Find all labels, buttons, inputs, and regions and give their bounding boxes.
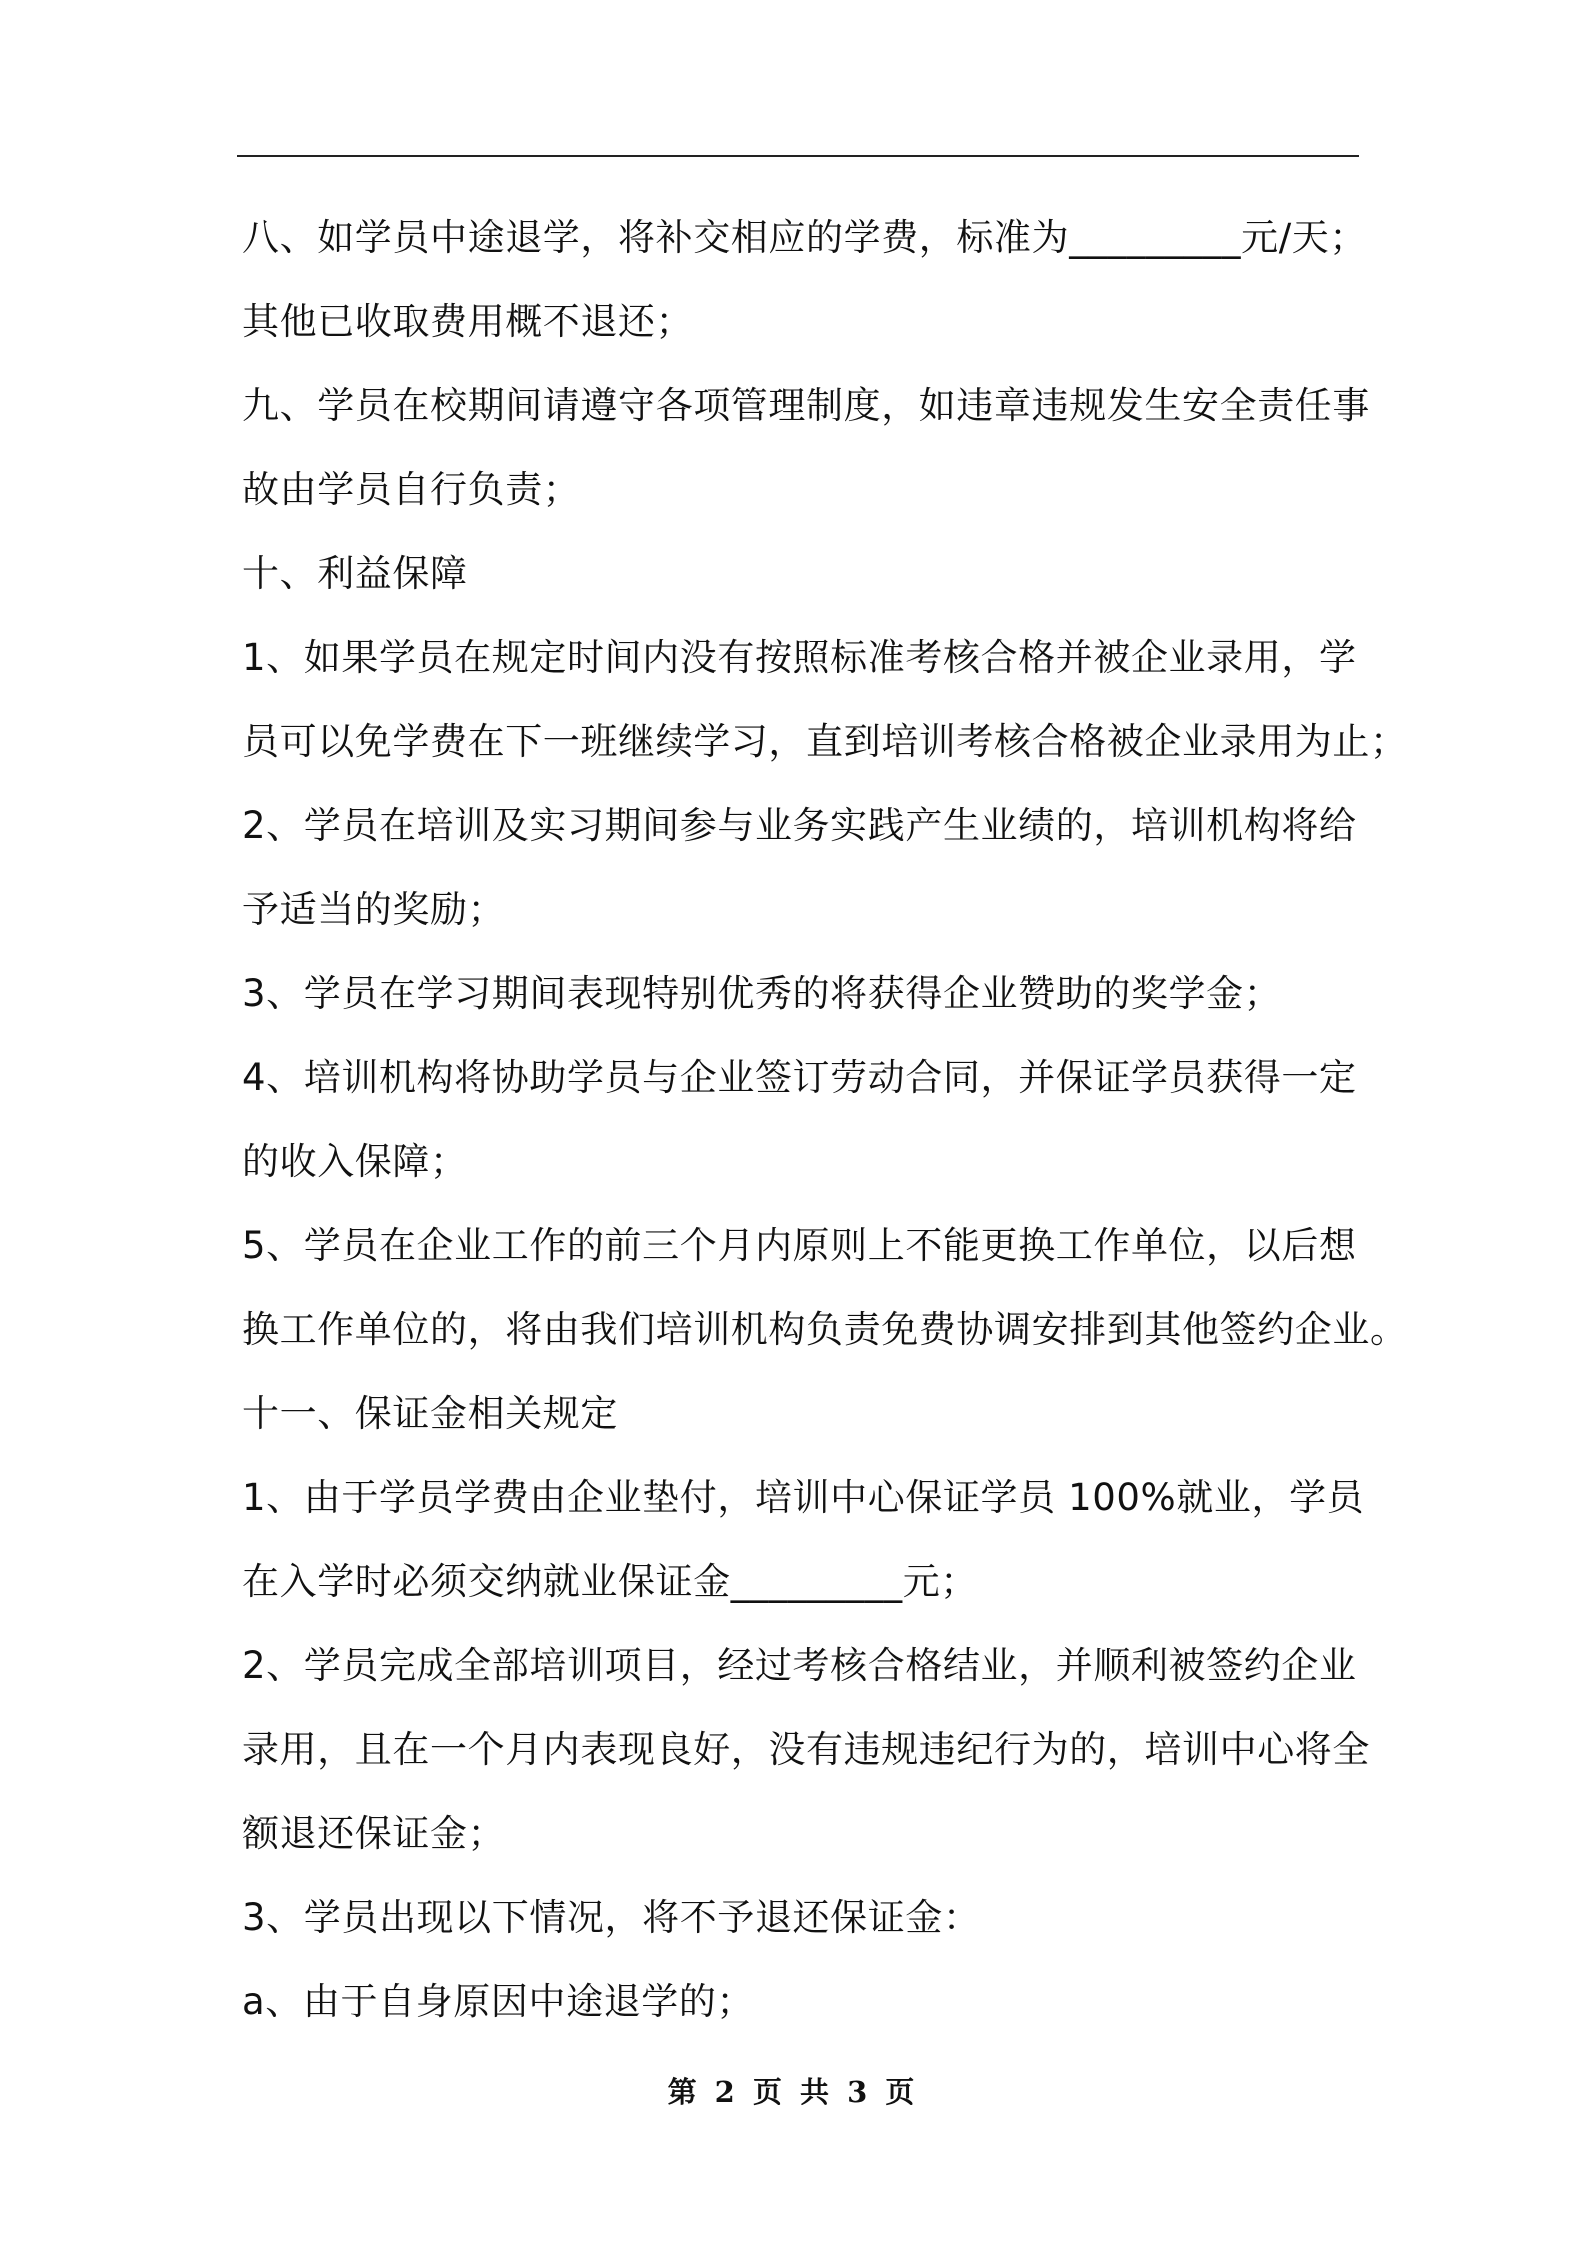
text-line: 录用，且在一个月内表现良好，没有违规违纪行为的，培训中心将全 — [242, 1728, 1370, 1771]
text-line: 3、学员出现以下情况，将不予退还保证金： — [242, 1896, 981, 1939]
section-heading: 十、利益保障 — [242, 552, 468, 595]
text-line: 3、学员在学习期间表现特别优秀的将获得企业赞助的奖学金； — [242, 972, 1282, 1015]
text-line: 其他已收取费用概不退还； — [242, 300, 694, 343]
text-line: 额退还保证金； — [242, 1812, 506, 1855]
text-line: a、由于自身原因中途退学的； — [242, 1980, 755, 2023]
text-line: 4、培训机构将协助学员与企业签订劳动合同，并保证学员获得一定 — [242, 1056, 1357, 1099]
page-number: 第 2 页 共 3 页 — [667, 2075, 919, 2109]
text-line: 1、由于学员学费由企业垫付，培训中心保证学员 100%就业，学员 — [242, 1476, 1365, 1519]
text-line: 九、学员在校期间请遵守各项管理制度，如违章违规发生安全责任事 — [242, 384, 1370, 427]
text-line: 1、如果学员在规定时间内没有按照标准考核合格并被企业录用，学 — [242, 636, 1357, 679]
text-line: 换工作单位的，将由我们培训机构负责免费协调安排到其他签约企业。 — [242, 1308, 1408, 1351]
document-body — [242, 196, 1408, 2044]
text-line: 5、学员在企业工作的前三个月内原则上不能更换工作单位，以后想 — [242, 1224, 1357, 1267]
header-rule — [237, 155, 1359, 157]
text-line: 2、学员完成全部培训项目，经过考核合格结业，并顺利被签约企业 — [242, 1644, 1357, 1687]
text-line: 的收入保障； — [242, 1140, 468, 1183]
text-line: 予适当的奖励； — [242, 888, 506, 931]
text-line: 在入学时必须交纳就业保证金_________元； — [242, 1560, 978, 1603]
text-line: 八、如学员中途退学，将补交相应的学费，标准为_________元/天； — [242, 216, 1367, 259]
text-line: 2、学员在培训及实习期间参与业务实践产生业绩的，培训机构将给 — [242, 804, 1357, 847]
text-line: 员可以免学费在下一班继续学习，直到培训考核合格被企业录用为止； — [242, 720, 1408, 763]
section-heading: 十一、保证金相关规定 — [242, 1392, 618, 1435]
text-line: 故由学员自行负责； — [242, 468, 581, 511]
